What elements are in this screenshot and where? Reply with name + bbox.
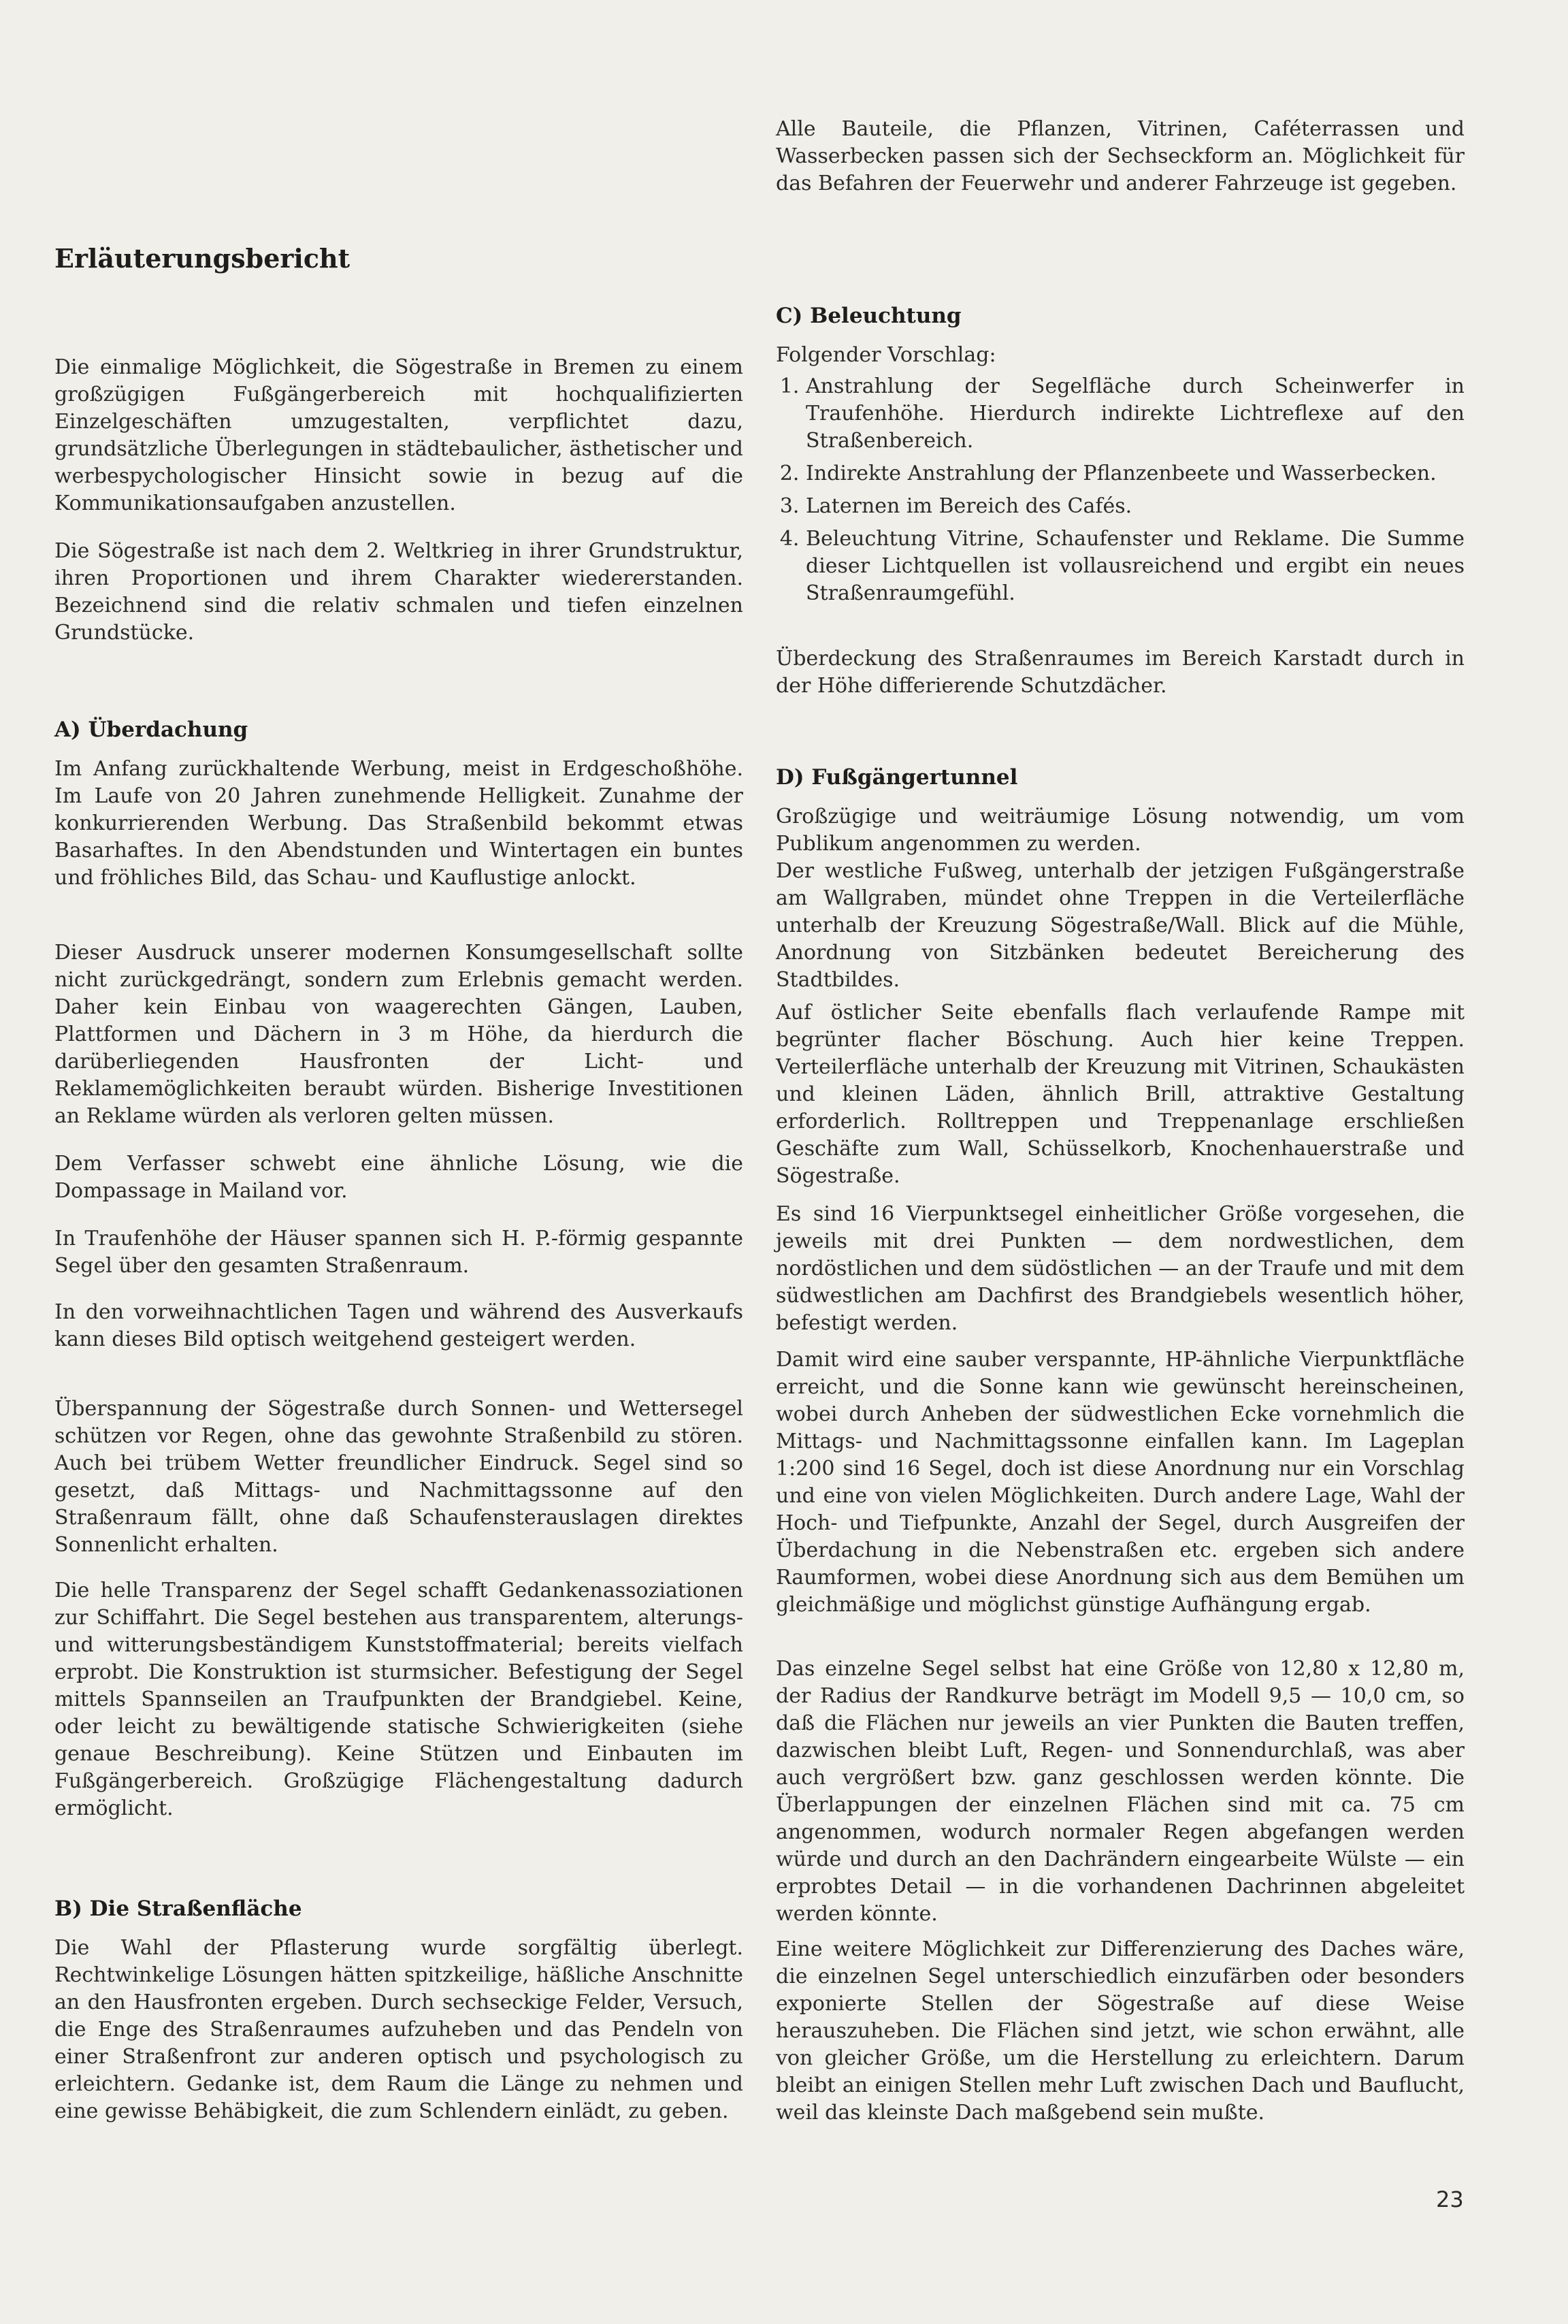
section-heading-a: A) Überdachung: [54, 717, 248, 742]
list-item: 3. Laternen im Bereich des Cafés.: [806, 493, 1465, 520]
section-d-paragraph: Auf östlicher Seite ebenfalls flach verlaufende Rampe mit begrünter flacher Böschung. Auch hier keine Treppen. Verteilerfläche unterhalb der Kreuzung mit Vitrinen, Schaukästen und kleinen Läden, ähnlich Brill, attraktive Gestaltung erforderlich. Rolltreppen und Treppenanlage erschließen Geschäfte zum Wall, Schüsselkorb, Knochenhauerstraße und Sögestraße.: [776, 1001, 1465, 1188]
continuation-paragraph: Alle Bauteile, die Pflanzen, Vitrinen, Caféterrassen und Wasserbecken passen sich der Sechseckform an. Möglichkeit für das Befahren der Feuerwehr und anderer Fahrzeuge ist gegeben.: [776, 117, 1465, 195]
section-a-paragraph: Dem Verfasser schwebt eine ähnliche Lösung, wie die Dompassage in Mailand vor.: [54, 1152, 743, 1203]
section-heading-b: B) Die Straßenfläche: [54, 1897, 302, 1921]
section-a-paragraph: Im Anfang zurückhaltende Werbung, meist in Erdgeschoßhöhe. Im Laufe von 20 Jahren zunehmende Helligkeit. Zunahme der konkurrierenden Werbung. Das Straßenbild bekommt etwas Basarhaftes. In den Abendstunden und Wintertagen ein buntes und fröhliches Bild, das Schau- und Kauflustige anlockt.: [54, 757, 743, 890]
section-a-paragraph: Überspannung der Sögestraße durch Sonnen- und Wettersegel schützen vor Regen, ohne das gewohnte Straßenbild zu stören. Auch bei trübem Wetter freundlicher Eindruck. Segel sind so gesetzt, daß Mittags- und Nachmittagssonne auf den Straßenraum fällt, ohne daß Schaufensterauslagen direktes Sonnenlicht erhalten.: [54, 1397, 743, 1557]
lighting-list: [776, 373, 1465, 613]
page-title: Erläuterungsbericht: [54, 243, 350, 274]
section-d-paragraph: Damit wird eine sauber verspannte, HP-ähnliche Vierpunktfläche erreicht, und die Sonne kann wie gewünscht hereinscheinen, wobei durch Anheben der südwestlichen Ecke vornehmlich die Mittags- und Nachmittagssonne einfallen kann. Im Lageplan 1:200 sind 16 Segel, doch ist diese Anordnung nur ein Vorschlag und eine von vielen Möglichkeiten. Durch andere Lage, Wahl der Hoch- und Tiefpunkte, Anzahl der Segel, durch Ausgreifen der Überdachung in die Nebenstraßen etc. ergeben sich andere Raumformen, wobei diese Anordnung sich aus dem Bemühen um gleichmäßige und möglichst günstige Aufhängung ergab.: [776, 1348, 1465, 1617]
intro-paragraph: Die Sögestraße ist nach dem 2. Weltkrieg in ihrer Grundstruktur, ihren Proportionen und ihrem Charakter wiedererstanden. Bezeichnend sind die relativ schmalen und tiefen einzelnen Grundstücke.: [54, 539, 743, 645]
list-item: 2. Indirekte Anstrahlung der Pflanzenbeete und Wasserbecken.: [806, 460, 1465, 487]
section-c-lead: Folgender Vorschlag:: [776, 343, 996, 367]
section-d-paragraph: Es sind 16 Vierpunktsegel einheitlicher Größe vorgesehen, die jeweils mit drei Punkten — dem nordwestlichen, dem nordöstlichen und dem südöstlichen — an der Traufe und mit dem südwestlichen am Dachfirst des Brandgiebels wesentlich höher, befestigt werden.: [776, 1202, 1465, 1335]
list-item: 4. Beleuchtung Vitrine, Schaufenster und Reklame. Die Summe dieser Lichtquellen ist vollausreichend und ergibt ein neues Straßenraumgefühl.: [806, 526, 1465, 607]
intro-paragraph: Die einmalige Möglichkeit, die Sögestraße in Bremen zu einem großzügigen Fußgängerbereich mit hochqualifizierten Einzelgeschäften umzugestalten, verpflichtet dazu, grundsätzliche Überlegungen in städtebaulicher, ästhetischer und werbespychologischer Hinsicht sowie in bezug auf die Kommunikationsaufgaben anzustellen.: [54, 355, 743, 515]
section-d-paragraph: Großzügige und weiträumige Lösung notwendig, um vom Publikum angenommen zu werden.: [776, 805, 1465, 856]
section-d-paragraph: Das einzelne Segel selbst hat eine Größe von 12,80 x 12,80 m, der Radius der Randkurve beträgt im Modell 9,5 — 10,0 cm, so daß die Flächen nur jeweils an vier Punkten die Bauten treffen, dazwischen bleibt Luft, Regen- und Sonnendurchlaß, was aber auch vergrößert bzw. ganz geschlossen werden könnte. Die Überlappungen der einzelnen Flächen sind mit ca. 75 cm angenommen, wodurch normaler Regen abgefangen werden würde und durch an den Dachrändern eingearbeite Wülste — ein erprobtes Detail — in die vorhandenen Dachrinnen abgeleitet werden könnte.: [776, 1657, 1465, 1926]
list-item: 1. Anstrahlung der Segelfläche durch Scheinwerfer in Traufenhöhe. Hierdurch indirekte Lichtreflexe auf den Straßenbereich.: [806, 373, 1465, 455]
section-d-paragraph: Der westliche Fußweg, unterhalb der jetzigen Fußgängerstraße am Wallgraben, mündet ohne Treppen in die Verteilerfläche unterhalb der Kreuzung Sögestraße/Wall. Blick auf die Mühle, Anordnung von Sitzbänken bedeutet Bereicherung des Stadtbildes.: [776, 859, 1465, 992]
section-a-paragraph: Die helle Transparenz der Segel schafft Gedankenassoziationen zur Schiffahrt. Die Segel bestehen aus transparentem, alterungs- und witterungsbeständigem Kunststoffmaterial; bereits vielfach erprobt. Die Konstruktion ist sturmsicher. Befestigung der Segel mittels Spannseilen an Traufpunkten der Brandgiebel. Keine, oder leicht zu bewältigende statische Schwierigkeiten (siehe genaue Beschreibung). Keine Stützen und Einbauten im Fußgängerbereich. Großzügige Flächengestaltung dadurch ermöglicht.: [54, 1579, 743, 1820]
section-c-closing: Überdeckung des Straßenraumes im Bereich Karstadt durch in der Höhe differierende Schutzdächer.: [776, 647, 1465, 698]
section-d-paragraph: Eine weitere Möglichkeit zur Differenzierung des Daches wäre, die einzelnen Segel unterschiedlich einzufärben oder besonders exponierte Stellen der Sögestraße auf diese Weise herauszuheben. Die Flächen sind jetzt, wie schon erwähnt, alle von gleicher Größe, um die Herstellung zu erleichtern. Darum bleibt an einigen Stellen mehr Luft zwischen Dach und Bauflucht, weil das kleinste Dach maßgebend sein mußte.: [776, 1937, 1465, 2125]
section-heading-c: C) Beleuchtung: [776, 304, 962, 328]
section-a-paragraph: Dieser Ausdruck unserer modernen Konsumgesellschaft sollte nicht zurückgedrängt, sondern zum Erlebnis gemacht werden. Daher kein Einbau von waagerechten Gängen, Lauben, Plattformen und Dächern in 3 m Höhe, da hierdurch die darüberliegenden Hausfronten der Licht- und Reklamemöglichkeiten beraubt würden. Bisherige Investitionen an Reklame würden als verloren gelten müssen.: [54, 941, 743, 1128]
section-a-paragraph: In den vorweihnachtlichen Tagen und während des Ausverkaufs kann dieses Bild optisch weitgehend gesteigert werden.: [54, 1300, 743, 1351]
section-heading-d: D) Fußgängertunnel: [776, 765, 1018, 790]
page-number: 23: [1436, 2186, 1464, 2212]
section-b-paragraph: Die Wahl der Pflasterung wurde sorgfältig überlegt. Rechtwinkelige Lösungen hätten spitzkeilige, häßliche Anschnitte an den Hausfronten ergeben. Durch sechseckige Felder, Versuch, die Enge des Straßenraumes aufzuheben und das Pendeln von einer Straßenfront zur anderen optisch und psychologisch zu erleichtern. Gedanke ist, dem Raum die Länge zu nehmen und eine gewisse Behäbigkeit, die zum Schlendern einlädt, zu geben.: [54, 1936, 743, 2123]
section-a-paragraph: In Traufenhöhe der Häuser spannen sich H. P.-förmig gespannte Segel über den gesamten Straßenraum.: [54, 1227, 743, 1278]
